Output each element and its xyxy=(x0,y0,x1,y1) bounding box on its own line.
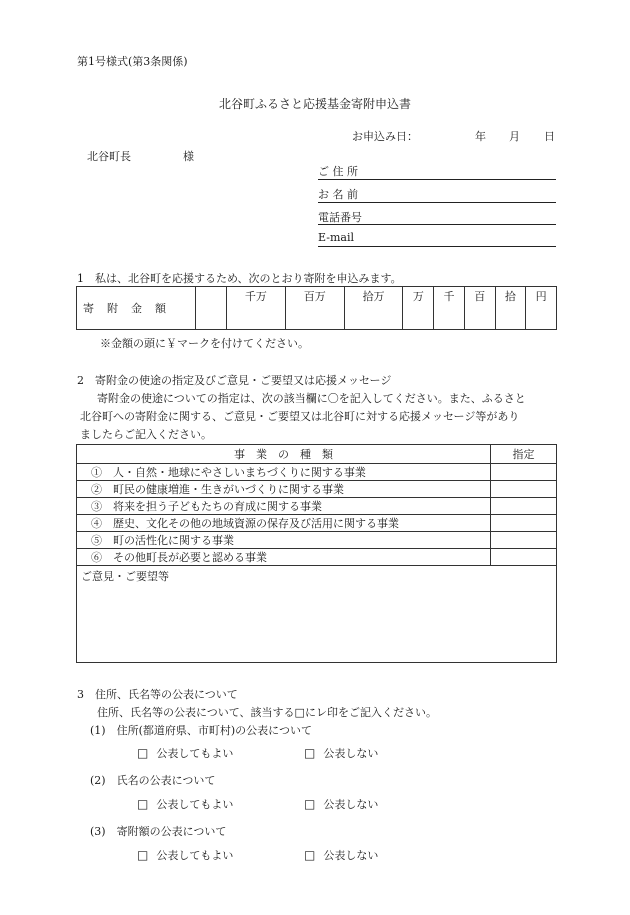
business-item: ⑤ 町の活性化に関する事業 xyxy=(77,532,491,549)
email-label: E-mail xyxy=(318,231,354,244)
amount-publish-yes[interactable] xyxy=(137,847,233,863)
amount-label: 寄 附 金 額 xyxy=(77,287,196,330)
date-label: お申込み日： xyxy=(352,130,418,143)
table-row xyxy=(77,464,557,481)
amount-digit-cell[interactable]: 千 xyxy=(434,287,465,330)
question-address: (1) 住所(都道府県、市町村)の公表について xyxy=(90,724,312,737)
option-label: 公表しない xyxy=(323,798,379,811)
checkbox-icon[interactable]: □ xyxy=(304,746,316,760)
business-type-table xyxy=(76,444,557,663)
col-business-header: 事 業 の 種 類 xyxy=(77,445,491,464)
designate-cell[interactable] xyxy=(491,481,557,498)
date-day: 日 xyxy=(544,130,555,143)
checkbox-icon[interactable]: □ xyxy=(304,848,316,862)
designate-cell[interactable] xyxy=(491,464,557,481)
col-designate-header: 指定 xyxy=(491,445,557,464)
checkbox-icon[interactable]: □ xyxy=(137,848,149,862)
checkbox-icon[interactable]: □ xyxy=(304,797,316,811)
question-amount: (3) 寄附額の公表について xyxy=(90,825,227,838)
section1-heading: 1 私は、北谷町を応援するため、次のとおり寄附を申込みます。 xyxy=(77,272,402,285)
table-row xyxy=(77,549,557,566)
amount-digit-cell[interactable]: 拾 xyxy=(495,287,526,330)
option-label: 公表しない xyxy=(323,849,379,862)
table-row xyxy=(77,498,557,515)
designate-cell[interactable] xyxy=(491,498,557,515)
business-item: ① 人・自然・地球にやさしいまちづくりに関する事業 xyxy=(77,464,491,481)
option-label: 公表しない xyxy=(323,747,379,760)
address-field[interactable] xyxy=(318,179,556,180)
document-title: 北谷町ふるさと応援基金寄附申込書 xyxy=(218,97,411,111)
amount-blank-cell[interactable] xyxy=(196,287,227,330)
name-label: お 名 前 xyxy=(318,188,358,201)
address-label: ご 住 所 xyxy=(318,165,358,178)
form-number: 第1号様式(第3条関係) xyxy=(77,55,188,68)
section2-desc-2: 北谷町への寄附金に関する、ご意見・ご要望又は北谷町に対する応援メッセージ等があり xyxy=(80,410,520,423)
section3-desc: 住所、氏名等の公表について、該当する□にレ印をご記入ください。 xyxy=(97,706,437,719)
amount-digit-cell[interactable]: 百万 xyxy=(285,287,344,330)
option-label: 公表してもよい xyxy=(156,849,234,862)
address-publish-no[interactable] xyxy=(304,745,378,761)
name-publish-yes[interactable] xyxy=(137,796,233,812)
section2-desc-1: 寄附金の使途についての指定は、次の該当欄に〇を記入してください。また、ふるさと xyxy=(97,392,526,405)
table-row xyxy=(77,515,557,532)
designate-cell[interactable] xyxy=(491,549,557,566)
date-month: 月 xyxy=(509,130,520,143)
phone-field[interactable] xyxy=(318,224,556,225)
amount-digit-cell[interactable]: 拾万 xyxy=(344,287,403,330)
business-item: ④ 歴史、文化その他の地域資源の保存及び活用に関する事業 xyxy=(77,515,491,532)
phone-label: 電話番号 xyxy=(318,211,362,224)
amount-digit-cell[interactable]: 千万 xyxy=(227,287,286,330)
amount-digit-cell[interactable]: 百 xyxy=(464,287,495,330)
address-publish-yes[interactable] xyxy=(137,745,233,761)
name-publish-no[interactable] xyxy=(304,796,378,812)
addressee: 北谷町長 xyxy=(87,150,131,163)
amount-digit-cell[interactable]: 万 xyxy=(403,287,434,330)
business-item: ⑥ その他町長が必要と認める事業 xyxy=(77,549,491,566)
date-year: 年 xyxy=(475,130,486,143)
name-field[interactable] xyxy=(318,202,556,203)
business-item: ③ 将来を担う子どもたちの育成に関する事業 xyxy=(77,498,491,515)
donation-amount-table xyxy=(76,286,557,330)
amount-note: ※金額の頭に￥マークを付けてください。 xyxy=(100,337,309,350)
designate-cell[interactable] xyxy=(491,515,557,532)
checkbox-icon[interactable]: □ xyxy=(137,797,149,811)
section2-desc-3: ましたらご記入ください。 xyxy=(80,428,212,441)
opinion-textarea[interactable] xyxy=(77,566,557,663)
table-row xyxy=(77,481,557,498)
business-item: ② 町民の健康増進・生きがいづくりに関する事業 xyxy=(77,481,491,498)
amount-publish-no[interactable] xyxy=(304,847,378,863)
section3-heading: 3 住所、氏名等の公表について xyxy=(77,688,238,701)
opinion-label: ご意見・ご要望等 xyxy=(81,570,169,583)
checkbox-icon[interactable]: □ xyxy=(137,746,149,760)
option-label: 公表してもよい xyxy=(156,798,234,811)
designate-cell[interactable] xyxy=(491,532,557,549)
section2-heading: 2 寄附金の使途の指定及びご意見・ご要望又は応援メッセージ xyxy=(77,374,392,387)
option-label: 公表してもよい xyxy=(156,747,234,760)
email-field[interactable] xyxy=(318,246,556,247)
table-row xyxy=(77,532,557,549)
amount-digit-cell[interactable]: 円 xyxy=(526,287,557,330)
question-name: (2) 氏名の公表について xyxy=(90,774,216,787)
addressee-suffix: 様 xyxy=(183,150,194,163)
